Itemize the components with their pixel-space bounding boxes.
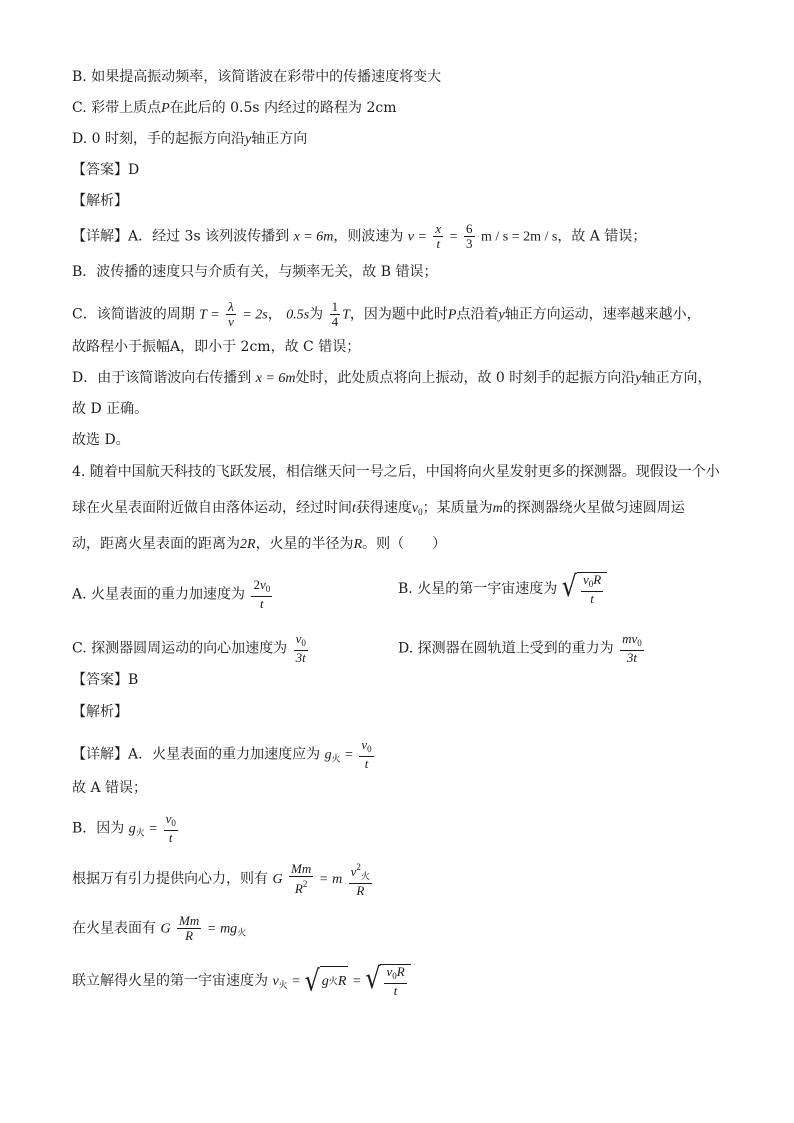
- q3-detail-d: D．由于该简谐波向右传播到 x = 6m处时，此处质点将向上振动，故 0 时刻手的起振方向沿y轴正方向，: [72, 370, 712, 386]
- q4-option-a: A. 火星表面的重力加速度为 $\frac{2v_0}{t}$: [72, 577, 271, 611]
- q4-stem-3: 动，距离火星表面的距离为2R，火星的半径为R。则（ ）: [72, 536, 447, 552]
- q3-option-d: D. 0 时刻，手的起振方向沿y轴正方向: [72, 131, 308, 147]
- q4-detail-b: B．因为 $g_火$ = $\frac{v_0}{t}$: [72, 811, 176, 845]
- q4-detail-a-2: 故 A 错误；: [72, 780, 148, 796]
- q3-choose: 故选 D。: [72, 432, 130, 448]
- q4-answer: 【答案】B: [72, 672, 139, 688]
- q3-detail-a: 【详解】A．经过 3s 该列波传播到 x = 6m，则波速为 v = $\frac{x}{t}$ = $\frac{6}{3}$ m / s = 2m / s，故 A 错误；: [72, 221, 647, 251]
- q4-detail-a: 【详解】A．火星表面的重力加速度应为 $g_火$ = $\frac{v_0}{t}$: [72, 737, 372, 771]
- q4-option-c: C. 探测器圆周运动的向心加速度为 $\frac{v_0}{3t}$: [72, 631, 306, 665]
- q4-analysis-label: 【解析】: [72, 704, 128, 720]
- q4-option-b: B. 火星的第一宇宙速度为 √ $\frac{v_0R}{t}$: [398, 572, 607, 606]
- q3-answer: 【答案】D: [72, 162, 140, 178]
- q3-option-c: C. 彩带上质点P在此后的 0.5s 内经过的路程为 2cm: [72, 100, 397, 116]
- q3-detail-c: C．该简谐波的周期 T = $\frac{\lambda}{v}$ = 2s， 0.5s为 $\frac{1}{4}$ T，因为题中此时P点沿着y轴正方向运动，速率越来越小，: [72, 299, 701, 329]
- q4-option-d: D. 探测器在圆轨道上受到的重力为 $\frac{mv_0}{3t}$: [398, 631, 642, 665]
- q3-detail-c-2: 故路程小于振幅A，即小于 2cm，故 C 错误；: [72, 339, 361, 355]
- q4-result-equation: 联立解得火星的第一宇宙速度为 $v_火$ = √ g 火 R = √ $\frac{v_0R}{t}$: [72, 964, 411, 998]
- q4-gravity-equation: 根据万有引力提供向心力，则有 G $\frac{Mm}{R^2}$ = m $\frac{v^2_火}{R}$: [72, 861, 370, 898]
- q4-stem-2: 球在火星表面附近做自由落体运动，经过时间t获得速度$v_0$；某质量为m的探测器绕火星做匀速圆周运: [72, 500, 685, 517]
- q4-surface-equation: 在火星表面有 G $\frac{Mm}{R}$ = $mg_火$: [72, 913, 247, 943]
- q3-detail-b: B．波传播的速度只与介质有关，与频率无关，故 B 错误；: [72, 264, 438, 280]
- q3-analysis-label: 【解析】: [72, 193, 128, 209]
- q3-option-b: B. 如果提高振动频率，该简谐波在彩带中的传播速度将变大: [72, 69, 442, 85]
- q4-stem-1: 4. 随着中国航天科技的飞跃发展，相信继天问一号之后，中国将向火星发射更多的探测器。现假设一个小: [72, 464, 720, 480]
- q3-detail-d-2: 故 D 正确。: [72, 401, 149, 417]
